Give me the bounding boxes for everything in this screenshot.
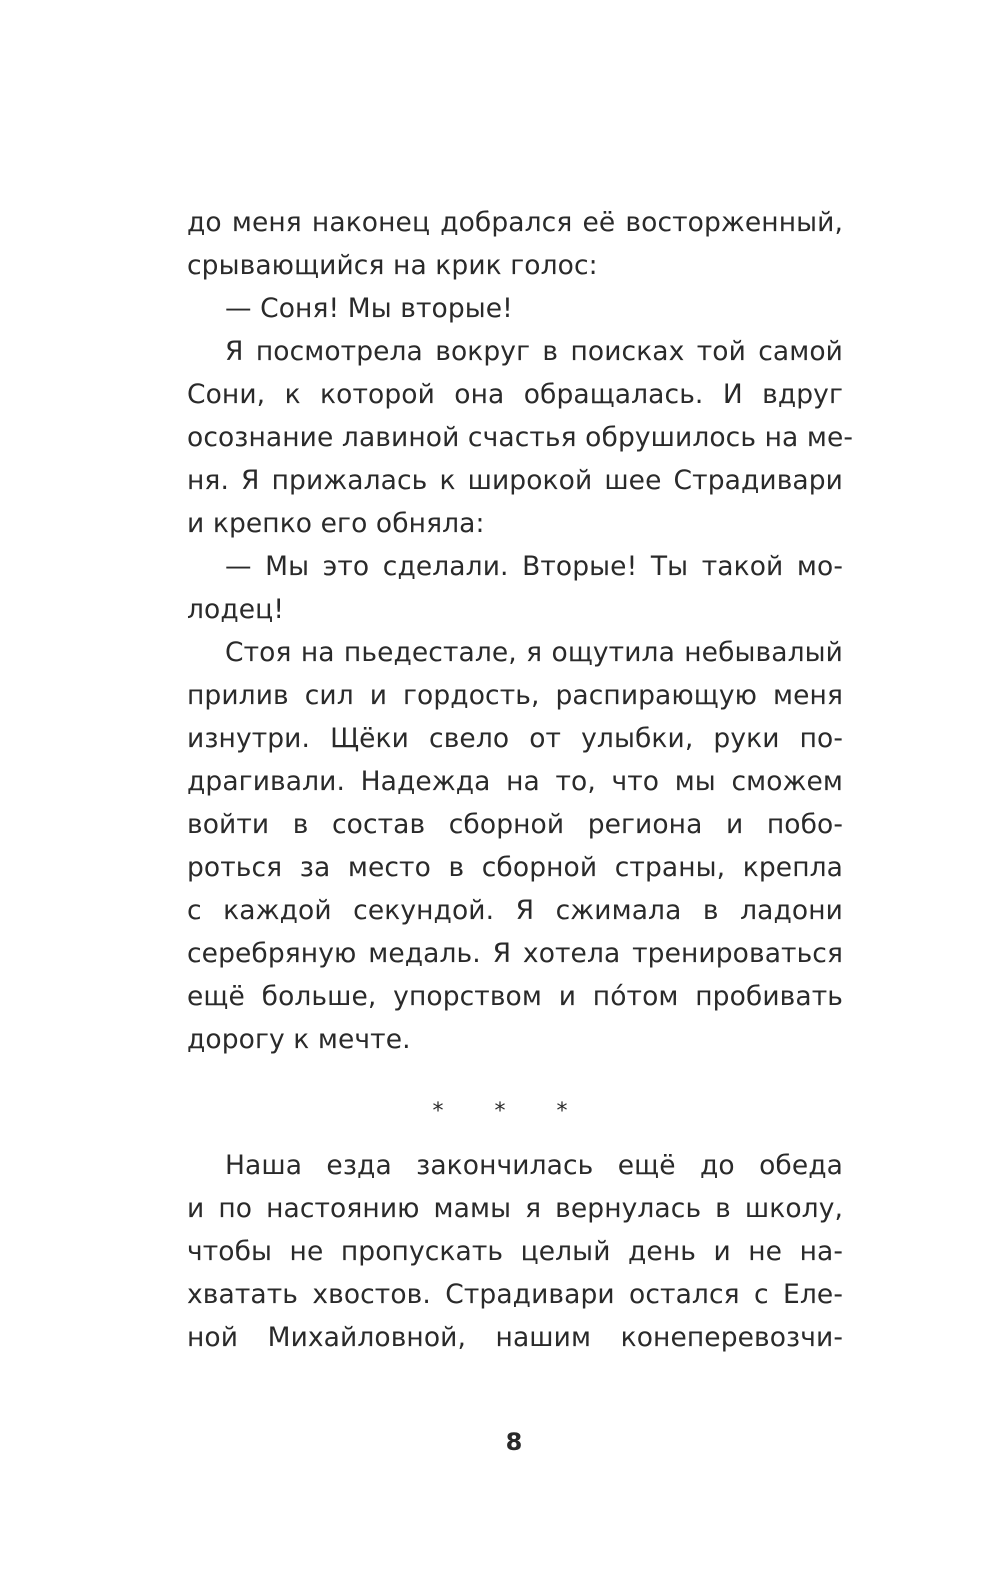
text-line: осознание лавиной счастья обрушилось на ме- (187, 422, 854, 453)
text-line: ной Михайловной, нашим конеперевозчи- (187, 1322, 843, 1353)
text-line: Наша езда закончилась ещё до обеда (225, 1150, 843, 1181)
text-line: роться за место в сборной страны, крепла (187, 852, 843, 883)
text-line: — Соня! Мы вторые! (225, 293, 513, 324)
text-line: дорогу к мечте. (187, 1024, 411, 1055)
text-line: Я посмотрела вокруг в поисках той самой (225, 336, 843, 367)
text-line: лодец! (187, 594, 285, 625)
text-line: и по настоянию мамы я вернулась в школу, (187, 1193, 843, 1224)
text-line: серебряную медаль. Я хотела тренироваться (187, 938, 843, 969)
text-line: Стоя на пьедестале, я ощутила небывалый (225, 637, 843, 668)
text-line: ещё больше, упорством и пóтом пробивать (187, 981, 843, 1012)
text-line: драгивали. Надежда на то, что мы сможем (187, 766, 843, 797)
text-line: ня. Я прижалась к широкой шее Страдивари (187, 465, 843, 496)
page-number: 8 (505, 1428, 523, 1456)
text-line: войти в состав сборной региона и побо- (187, 809, 843, 840)
text-line: Сони, к которой она обращалась. И вдруг (187, 379, 843, 410)
text-line: срывающийся на крик голос: (187, 250, 598, 281)
text-line: — Мы это сделали. Вторые! Ты такой мо- (225, 551, 843, 582)
section-separator: * * * (432, 1099, 590, 1124)
text-line: с каждой секундой. Я сжимала в ладони (187, 895, 843, 926)
text-line: прилив сил и гордость, распирающую меня (187, 680, 843, 711)
text-line: до меня наконец добрался её восторженный, (187, 207, 843, 238)
text-line: чтобы не пропускать целый день и не на- (187, 1236, 843, 1267)
text-line: хватать хвостов. Страдивари остался с Еле- (187, 1279, 843, 1310)
text-line: изнутри. Щёки свело от улыбки, руки по- (187, 723, 843, 754)
text-line: и крепко его обняла: (187, 508, 485, 539)
